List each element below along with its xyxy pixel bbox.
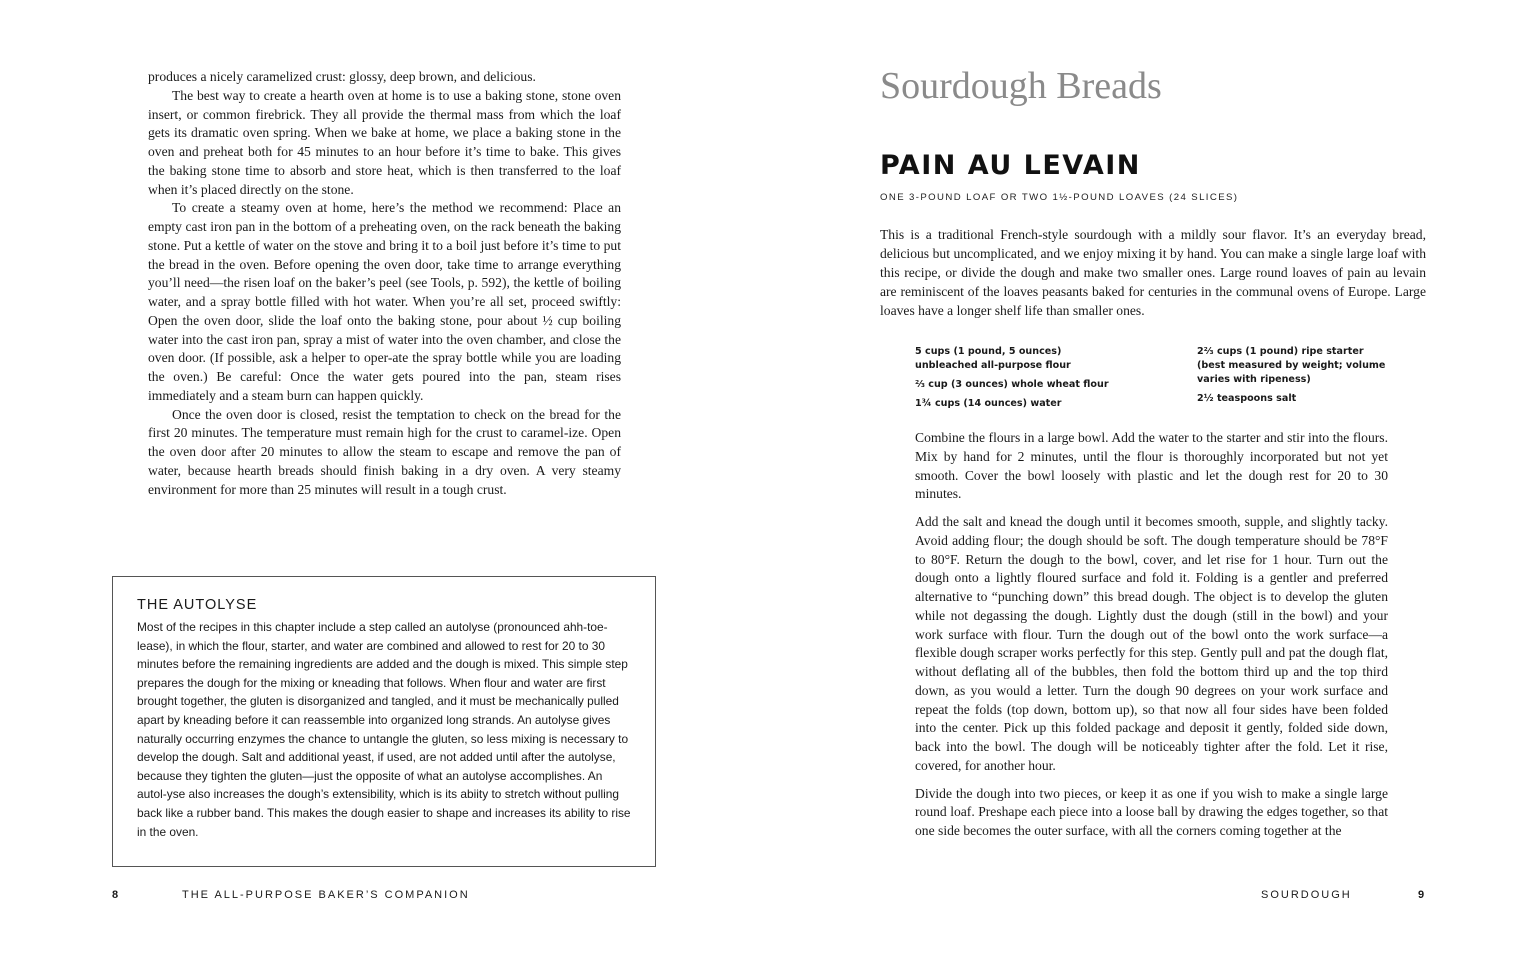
method-step: Combine the flours in a large bowl. Add the water to the starter and stir into the flours. Mix by hand for 2 minutes, until the flour is thoroughly incorporated but not yet smooth. Cover the bowl loosely with plastic and let the dough rest for 20 to 30 minutes. [915,430,1388,502]
ingredient-item: 2½ teaspoons salt [1197,393,1297,404]
ingredient-list [915,345,1395,415]
ingredient-item: 1¾ cups (14 ounces) water [915,398,1062,409]
left-body-text [148,68,621,499]
sidebar-title: THE AUTOLYSE [137,597,258,613]
method-step: Add the salt and knead the dough until it becomes smooth, supple, and slightly tacky. Avoid adding flour; the dough should be soft. The dough temperature should be 78°F to 80°F. Return the dough to the bowl, cover, and let rise for 1 hour. Turn out the dough onto a lightly floured surface and fold it. Folding is a gentler and preferred alternative to “punching down” this bread dough. The object is to develop the gluten while not degassing the dough. Lightly dust the dough (still in the bowl) and your work surface with flour. Turn the dough out of the bowl onto the work surface—a flexible dough scraper works perfectly for this step. Gently pull and pat the dough flat, without deflating all of the bubbles, then fold the bottom third up and the top third down, as you would a letter. Turn the dough 90 degrees on your work surface and repeat the folds (top down, bottom up), so that now all four sides have been folded into the center. Pick up this folded package and deposit it gently, folded side down, back into the bowl. The dough will be noticeably tighter after the fold. Let it rise, covered, for another hour. [915,514,1388,773]
sidebar-text: Most of the recipes in this chapter include a step called an autolyse (pronounced ahh-toe-lease), in which the flour, starter, and water are combined and allowed to rest for 20 to 30 minutes before the remaining ingredients are added and the dough is mixed. This simple step prepares the dough for the mixing or kneading that follows. When flour and water are first brought together, the gluten is disorganized and tangled, and it must be mechanically pulled apart by kneading before it can reassemble into organized long strands. An autolyse gives naturally occurring enzymes the chance to untangle the gluten, so less mixing is necessary to develop the dough. Salt and additional yeast, if used, are not added until after the autolyse, because they tighten the gluten—just the opposite of what an autolyse accomplishes. An autol-yse also increases the dough’s extensibility, which is its abiity to stretch without pulling back like a rubber band. This makes the dough easier to shape and increases its ability to rise in the oven. [137,620,631,839]
right-page [768,0,1536,960]
page-number: 8 [112,889,119,901]
right-page-number [1418,889,1424,901]
ingredient-item: 5 cups (1 pound, 5 ounces) unbleached all-purpose flour [915,346,1071,371]
right-running-head: SOURDOUGH [1261,889,1352,901]
body-paragraph: produces a nicely caramelized crust: glossy, deep brown, and delicious. [148,69,536,84]
page-number: 9 [1418,889,1425,901]
ingredient-item: ⅔ cup (3 ounces) whole wheat flour [915,379,1109,390]
recipe-yield: ONE 3-POUND LOAF OR TWO 1½-POUND LOAVES (24 SLICES) [880,192,1239,203]
body-paragraph: To create a steamy oven at home, here’s the method we recommend: Place an empty cast iron pan in the bottom of a preheating oven, on the rack beneath the baking stone. Put a kettle of water on the stove and bring it to a boil just before it’s time to put the bread in the oven. Before opening the oven door, take time to arrange everything you’ll need—the risen loaf on the baker’s peel (see Tools, p. 592), the kettle of boiling water, and a spray bottle filled with hot water. When you’re all set, proceed swiftly: Open the oven door, slide the loaf onto the baking stone, pour about ½ cup boiling water into the cast iron pan, spray a mist of water into the oven chamber, and close the oven door. (If possible, ask a helper to oper-ate the spray bottle while you are loading the oven.) Be careful: Once the water gets poured into the pan, steam rises immediately and a steam burn can happen quickly. [148,200,621,403]
recipe-intro: This is a traditional French-style sourdough with a mildly sour flavor. It’s an everyday bread, delicious but uncomplicated, and we enjoy mixing it by hand. You can make a single large loaf with this recipe, or divide the dough and make two smaller ones. Large round loaves of pain au levain are reminiscent of the loaves peasants baked for centuries in the communal ovens of Europe. Large loaves have a longer shelf life than smaller ones. [880,227,1426,318]
autolyse-sidebar [112,576,656,867]
ingredient-item: 2⅔ cups (1 pound) ripe starter (best measured by weight; volume varies with ripeness) [1197,346,1386,385]
body-paragraph: The best way to create a hearth oven at home is to use a baking stone, stone oven insert, or common firebrick. They all provide the thermal mass from which the loaf gets its dramatic oven spring. When we bake at home, we place a baking stone in the oven and preheat both for 45 minutes to an hour before it’s time to bake. This gives the baking stone time to absorb and store heat, which is then transferred to the loaf when it’s placed directly on the stone. [148,87,621,197]
body-paragraph: Once the oven door is closed, resist the temptation to check on the bread for the first 20 minutes. The temperature must remain high for the crust to caramel-ize. Open the oven door after 20 minutes to allow the steam to escape and remove the pan of water, because hearth breads should finish baking in a dry oven. A very steamy environment for more than 25 minutes will result in a tough crust. [148,406,621,497]
method-step: Divide the dough into two pieces, or keep it as one if you wish to make a single large round loaf. Preshape each piece into a loose ball by drawing the edges together, so that one side becomes the outer surface, with all the corners coming together at the [915,785,1388,838]
recipe-method [915,429,1388,850]
chapter-title: Sourdough Breads [880,65,1162,107]
ingredient-column-1 [915,345,1115,416]
ingredient-column-2 [1197,345,1387,411]
left-page-number [112,889,118,901]
recipe-title: PAIN AU LEVAIN [880,150,1141,181]
left-running-head: THE ALL-PURPOSE BAKER’S COMPANION [182,889,470,901]
